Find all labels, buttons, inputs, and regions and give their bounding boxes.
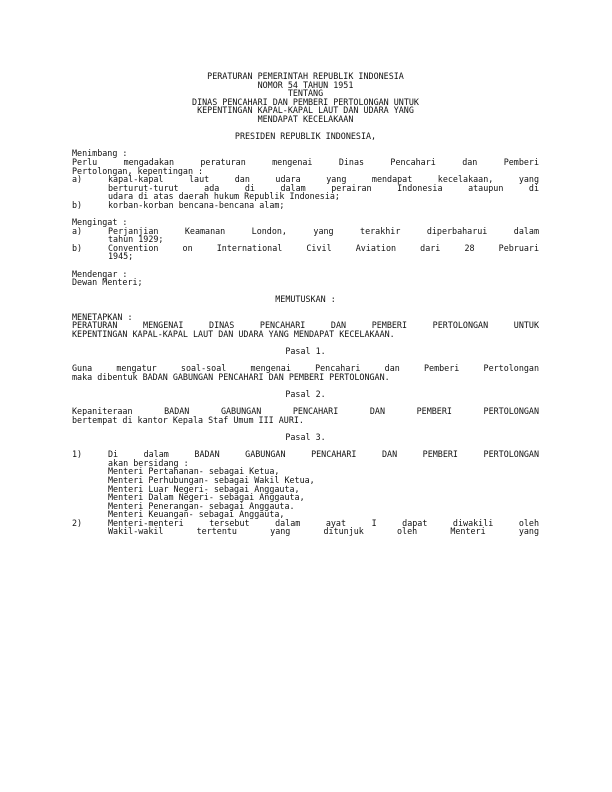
pasal-2	[72, 390, 539, 424]
paragraph-line: Pertolongan, kepentingan :	[72, 165, 204, 176]
mendengar-section	[72, 270, 539, 287]
list-marker: 1)	[72, 449, 83, 460]
list-marker: 2)	[72, 517, 83, 528]
list-text: akan bersidang :	[108, 457, 189, 468]
list-item	[72, 244, 539, 261]
article-heading: Pasal 2.	[285, 388, 326, 399]
list-marker: b)	[72, 242, 83, 253]
list-item	[72, 519, 539, 536]
article-heading: Pasal 1.	[285, 346, 326, 356]
pasal-1	[72, 347, 539, 381]
pasal-3	[72, 433, 539, 536]
section-heading: Mendengar :	[72, 268, 128, 279]
section-heading: MENETAPKAN :	[72, 311, 133, 322]
paragraph-line: PERATURAN MENGENAI DINAS PENCAHARI DAN PEMBERI PERTOLONGAN UNTUK	[72, 320, 539, 331]
list-text: Di dalam BADAN GABUNGAN PENCAHARI DAN PEMBERI PERTOLONGAN	[108, 449, 539, 460]
title-line: NOMOR 54 TAHUN 1951	[257, 79, 354, 90]
list-marker: b)	[72, 199, 83, 210]
menetapkan-section	[72, 313, 539, 339]
list-text: tahun 1929;	[108, 234, 164, 245]
list-text: Menteri-menteri tersebut dalam ayat I dapat diwakili oleh	[108, 517, 539, 528]
title-line: KEPENTINGAN KAPAL-KAPAL LAUT DAN UDARA YANG	[197, 105, 414, 116]
paragraph-line: Perlu mengadakan peraturan mengenai Dinas Pencahari dan Pemberi	[72, 156, 539, 167]
title-line: TENTANG	[287, 88, 324, 99]
title-line: PERATURAN PEMERINTAH REPUBLIK INDONESIA	[207, 71, 404, 81]
member-line: Menteri Perhubungan- sebagai Wakil Ketua,	[108, 474, 315, 485]
section-heading: Mengingat :	[72, 217, 128, 228]
list-text: kapal-kapal laut dan udara yang mendapat kecelakaan, yang	[108, 174, 539, 185]
list-text: udara di atas daerah hukum Republik Indonesia;	[108, 191, 340, 202]
section-heading: Menimbang :	[72, 148, 128, 159]
list-text: berturut-turut ada di dalam perairan Indonesia ataupun di	[108, 182, 539, 193]
paragraph-line: Dewan Menteri;	[72, 277, 143, 288]
member-line: Menteri Pertahanan- sebagai Ketua,	[108, 466, 280, 477]
paragraph-line: Guna mengatur soal-soal mengenai Pencahari dan Pemberi Pertolongan	[72, 363, 539, 374]
list-marker: a)	[72, 225, 83, 236]
paragraph-line: maka dibentuk BADAN GABUNGAN PENCAHARI DAN PEMBERI PERTOLONGAN.	[72, 371, 390, 382]
article-heading: Pasal 3.	[285, 431, 326, 442]
paragraph-line: Kepaniteraan BADAN GABUNGAN PENCAHARI DAN PEMBERI PERTOLONGAN	[72, 406, 539, 417]
list-item	[72, 175, 539, 201]
paragraph-line: bertempat di kantor Kepala Staf Umum III AURI.	[72, 414, 304, 425]
document-page	[72, 72, 539, 536]
list-text: Convention on International Civil Aviation dari 28 Pebruari	[108, 242, 539, 253]
list-text: Wakil-wakil tertentu yang ditunjuk oleh Menteri yang	[108, 526, 539, 537]
menimbang-section	[72, 149, 539, 209]
list-text: Perjanjian Keamanan London, yang terakhir diperbaharui dalam	[108, 225, 539, 236]
list-marker: a)	[72, 174, 83, 185]
list-item	[72, 201, 539, 210]
member-line: Menteri Dalam Negeri- sebagai Anggauta,	[108, 492, 305, 503]
member-line: Menteri Luar Negeri- sebagai Anggauta,	[108, 483, 300, 494]
member-line: Menteri Keuangan- sebagai Anggauta,	[108, 509, 285, 520]
member-line: Menteri Penerangan- sebagai Anggauta.	[108, 500, 295, 511]
list-text: korban-korban bencana-bencana alam;	[108, 199, 285, 210]
mengingat-section	[72, 218, 539, 261]
list-item	[72, 450, 539, 519]
list-text: 1945;	[108, 251, 134, 262]
title-line: DINAS PENCAHARI DAN PEMBERI PERTOLONGAN UNTUK	[192, 96, 419, 107]
paragraph-line: KEPENTINGAN KAPAL-KAPAL LAUT DAN UDARA YANG MENDAPAT KECELAKAAN.	[72, 328, 395, 339]
title-line: MENDAPAT KECELAKAAN	[257, 113, 354, 124]
list-item	[72, 227, 539, 244]
memutuskan-heading: MEMUTUSKAN :	[275, 294, 336, 305]
president-heading: PRESIDEN REPUBLIK INDONESIA,	[234, 131, 377, 142]
regulation-title	[72, 72, 539, 124]
